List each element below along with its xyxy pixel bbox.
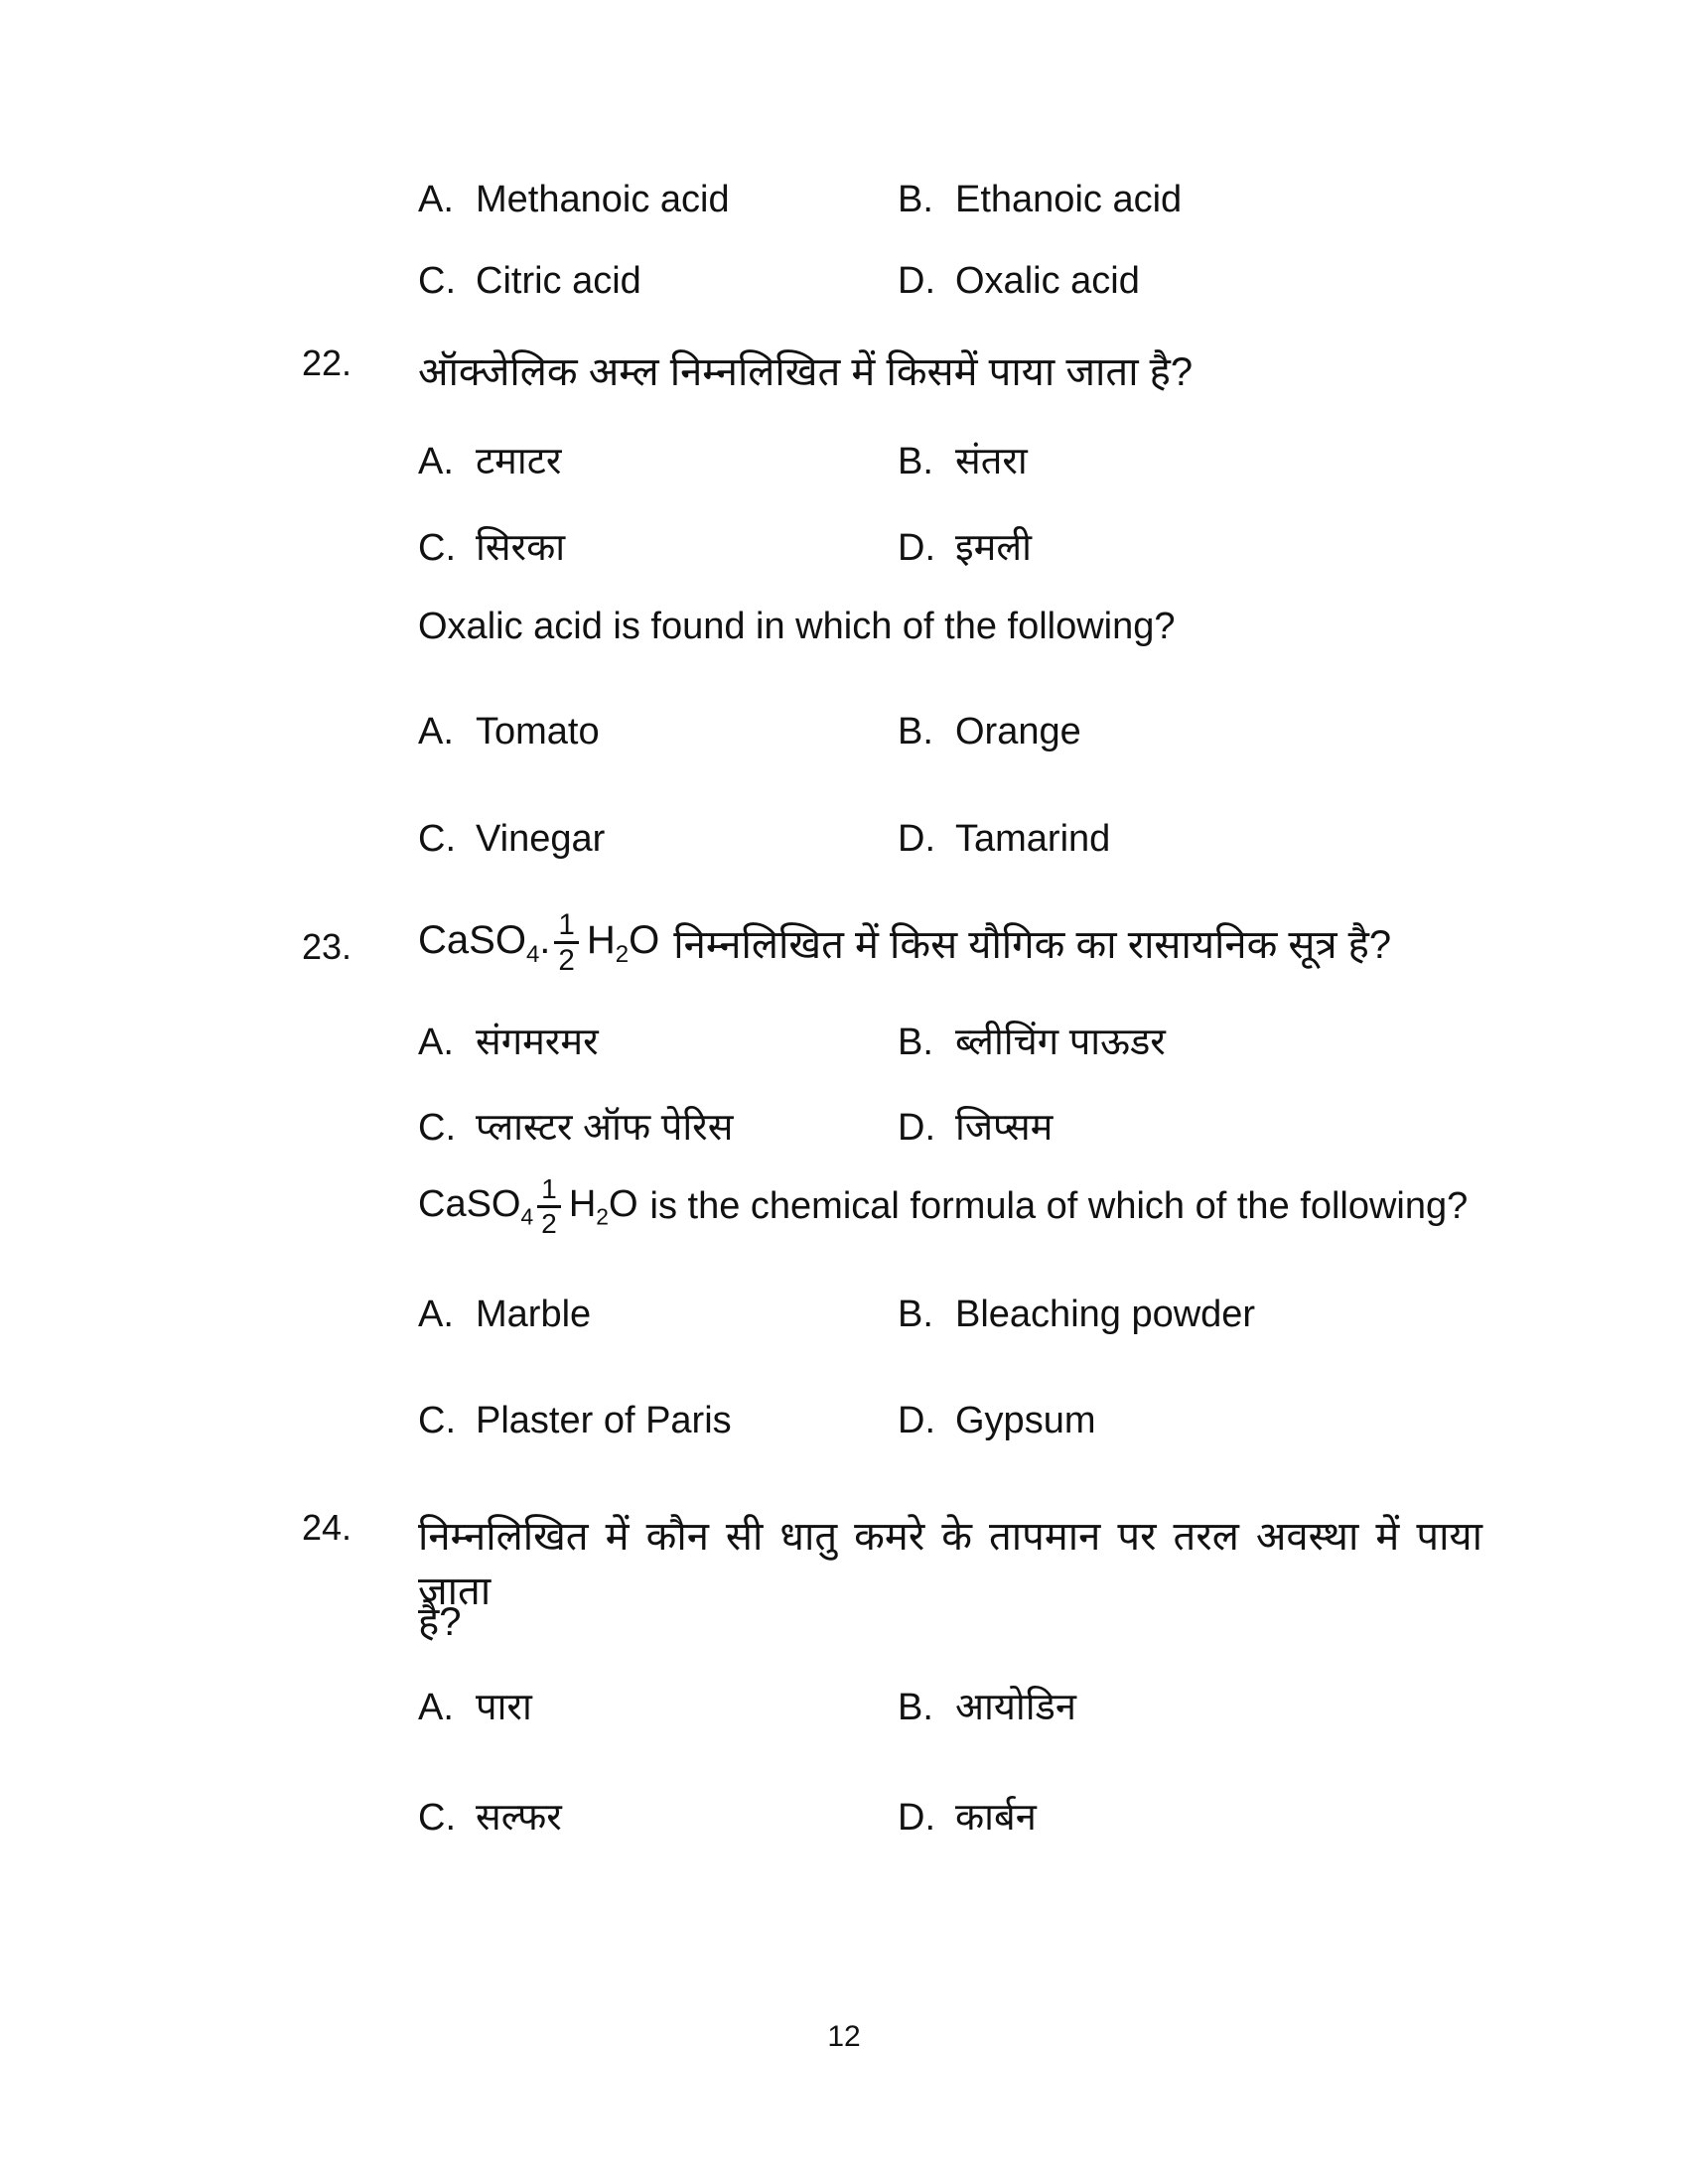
option-text: Gypsum	[955, 1400, 1096, 1441]
chemical-formula	[418, 908, 659, 977]
option-text: Vinegar	[476, 818, 606, 860]
water-o: O	[629, 918, 660, 963]
option-d	[898, 520, 1032, 572]
fraction-half	[554, 908, 578, 977]
water-h: H	[568, 1183, 597, 1226]
fraction-numerator: 1	[554, 908, 578, 944]
option-label: A.	[418, 1687, 454, 1728]
fraction-denominator: 2	[558, 944, 575, 978]
option-label: C.	[418, 818, 456, 860]
formula-subscript: 4	[525, 941, 540, 969]
option-label: D.	[898, 1107, 935, 1149]
option-text: Tomato	[476, 711, 600, 752]
option-label: D.	[898, 1797, 935, 1839]
fraction-denominator: 2	[541, 1207, 557, 1239]
option-b	[898, 434, 1028, 485]
option-a	[418, 1294, 591, 1336]
option-text: Ethanoic acid	[955, 179, 1183, 220]
option-text: Tamarind	[955, 818, 1111, 860]
option-label: B.	[898, 441, 933, 482]
question-number: 24.	[302, 1507, 352, 1548]
question-text-hindi-line1: निम्नलिखित में कौन सी धातु कमरे के तापमान पर तरल अवस्था में पाया जाता	[418, 1515, 1482, 1613]
option-text: इमली	[955, 527, 1032, 569]
option-text: संगमरमर	[476, 1022, 599, 1063]
question-text-hindi	[418, 908, 1391, 977]
option-c	[418, 1100, 733, 1152]
option-c	[418, 520, 565, 572]
question-text-hindi-line2: है?	[418, 1600, 462, 1644]
option-label: B.	[898, 179, 933, 220]
question-rest-hindi: निम्नलिखित में किस यौगिक का रासायनिक सूत्र है?	[673, 923, 1392, 968]
option-label: A.	[418, 441, 454, 482]
option-d	[898, 1400, 1095, 1442]
option-text: Citric acid	[476, 260, 641, 302]
question-text-hindi: ऑक्जेलिक अम्ल निम्नलिखित में किसमें पाया जाता है?	[418, 350, 1194, 394]
option-text: सल्फर	[476, 1797, 562, 1839]
fraction-half	[537, 1173, 561, 1239]
option-label: C.	[418, 1797, 456, 1839]
option-text: Bleaching powder	[955, 1294, 1256, 1335]
water-h: H	[586, 918, 616, 963]
option-label: D.	[898, 527, 935, 569]
option-text: संतरा	[955, 441, 1028, 482]
fraction-numerator: 1	[537, 1173, 561, 1208]
option-label: C.	[418, 1107, 456, 1149]
formula-base: CaSO	[418, 918, 526, 963]
option-c	[418, 260, 641, 303]
option-text: Methanoic acid	[476, 179, 730, 220]
option-text: Plaster of Paris	[476, 1400, 732, 1441]
option-label: B.	[898, 1294, 933, 1335]
page-number: 12	[827, 2020, 861, 2053]
option-text: आयोडिन	[955, 1687, 1076, 1728]
option-label: A.	[418, 179, 454, 220]
question-text-english: Oxalic acid is found in which of the following?	[418, 606, 1176, 647]
option-label: B.	[898, 1687, 933, 1728]
option-b	[898, 711, 1081, 753]
option-a	[418, 1680, 532, 1731]
option-c	[418, 818, 605, 861]
option-a	[418, 179, 730, 221]
option-label: B.	[898, 711, 933, 752]
chemical-formula	[418, 1173, 638, 1239]
option-text: ब्लीचिंग पाऊडर	[955, 1022, 1166, 1063]
option-b	[898, 179, 1182, 221]
option-d	[898, 818, 1110, 861]
option-text: कार्बन	[955, 1797, 1037, 1839]
option-label: D.	[898, 260, 935, 302]
water-subscript: 2	[596, 1203, 609, 1230]
formula-subscript: 4	[520, 1203, 534, 1230]
formula-base: CaSO	[418, 1183, 521, 1226]
option-text: पारा	[476, 1687, 532, 1728]
option-text: Orange	[955, 711, 1081, 752]
option-d	[898, 1100, 1053, 1152]
question-number: 23.	[302, 926, 352, 967]
question-text-english	[418, 1173, 1468, 1239]
question-number: 22.	[302, 342, 352, 383]
option-b	[898, 1015, 1166, 1066]
water-o: O	[608, 1183, 638, 1226]
option-label: D.	[898, 818, 935, 860]
option-label: C.	[418, 260, 456, 302]
option-c	[418, 1400, 732, 1442]
option-text: Marble	[476, 1294, 592, 1335]
option-text: टमाटर	[476, 441, 562, 482]
option-label: D.	[898, 1400, 935, 1441]
option-b	[898, 1680, 1076, 1731]
option-label: B.	[898, 1022, 933, 1063]
option-d	[898, 260, 1140, 303]
option-label: C.	[418, 527, 456, 569]
option-text: प्लास्टर ऑफ पेरिस	[476, 1107, 734, 1149]
option-label: C.	[418, 1400, 456, 1441]
option-c	[418, 1790, 562, 1842]
option-label: A.	[418, 711, 454, 752]
question-rest-english: is the chemical formula of which of the following?	[649, 1184, 1469, 1227]
option-a	[418, 711, 600, 753]
option-label: A.	[418, 1294, 454, 1335]
option-a	[418, 1015, 599, 1066]
option-d	[898, 1790, 1037, 1842]
option-a	[418, 434, 561, 485]
option-text: सिरका	[476, 527, 566, 569]
option-text: जिप्सम	[955, 1107, 1054, 1149]
option-label: A.	[418, 1022, 454, 1063]
water-subscript: 2	[615, 941, 630, 969]
formula-dot: .	[539, 918, 551, 963]
option-b	[898, 1294, 1255, 1336]
option-text: Oxalic acid	[955, 260, 1140, 302]
